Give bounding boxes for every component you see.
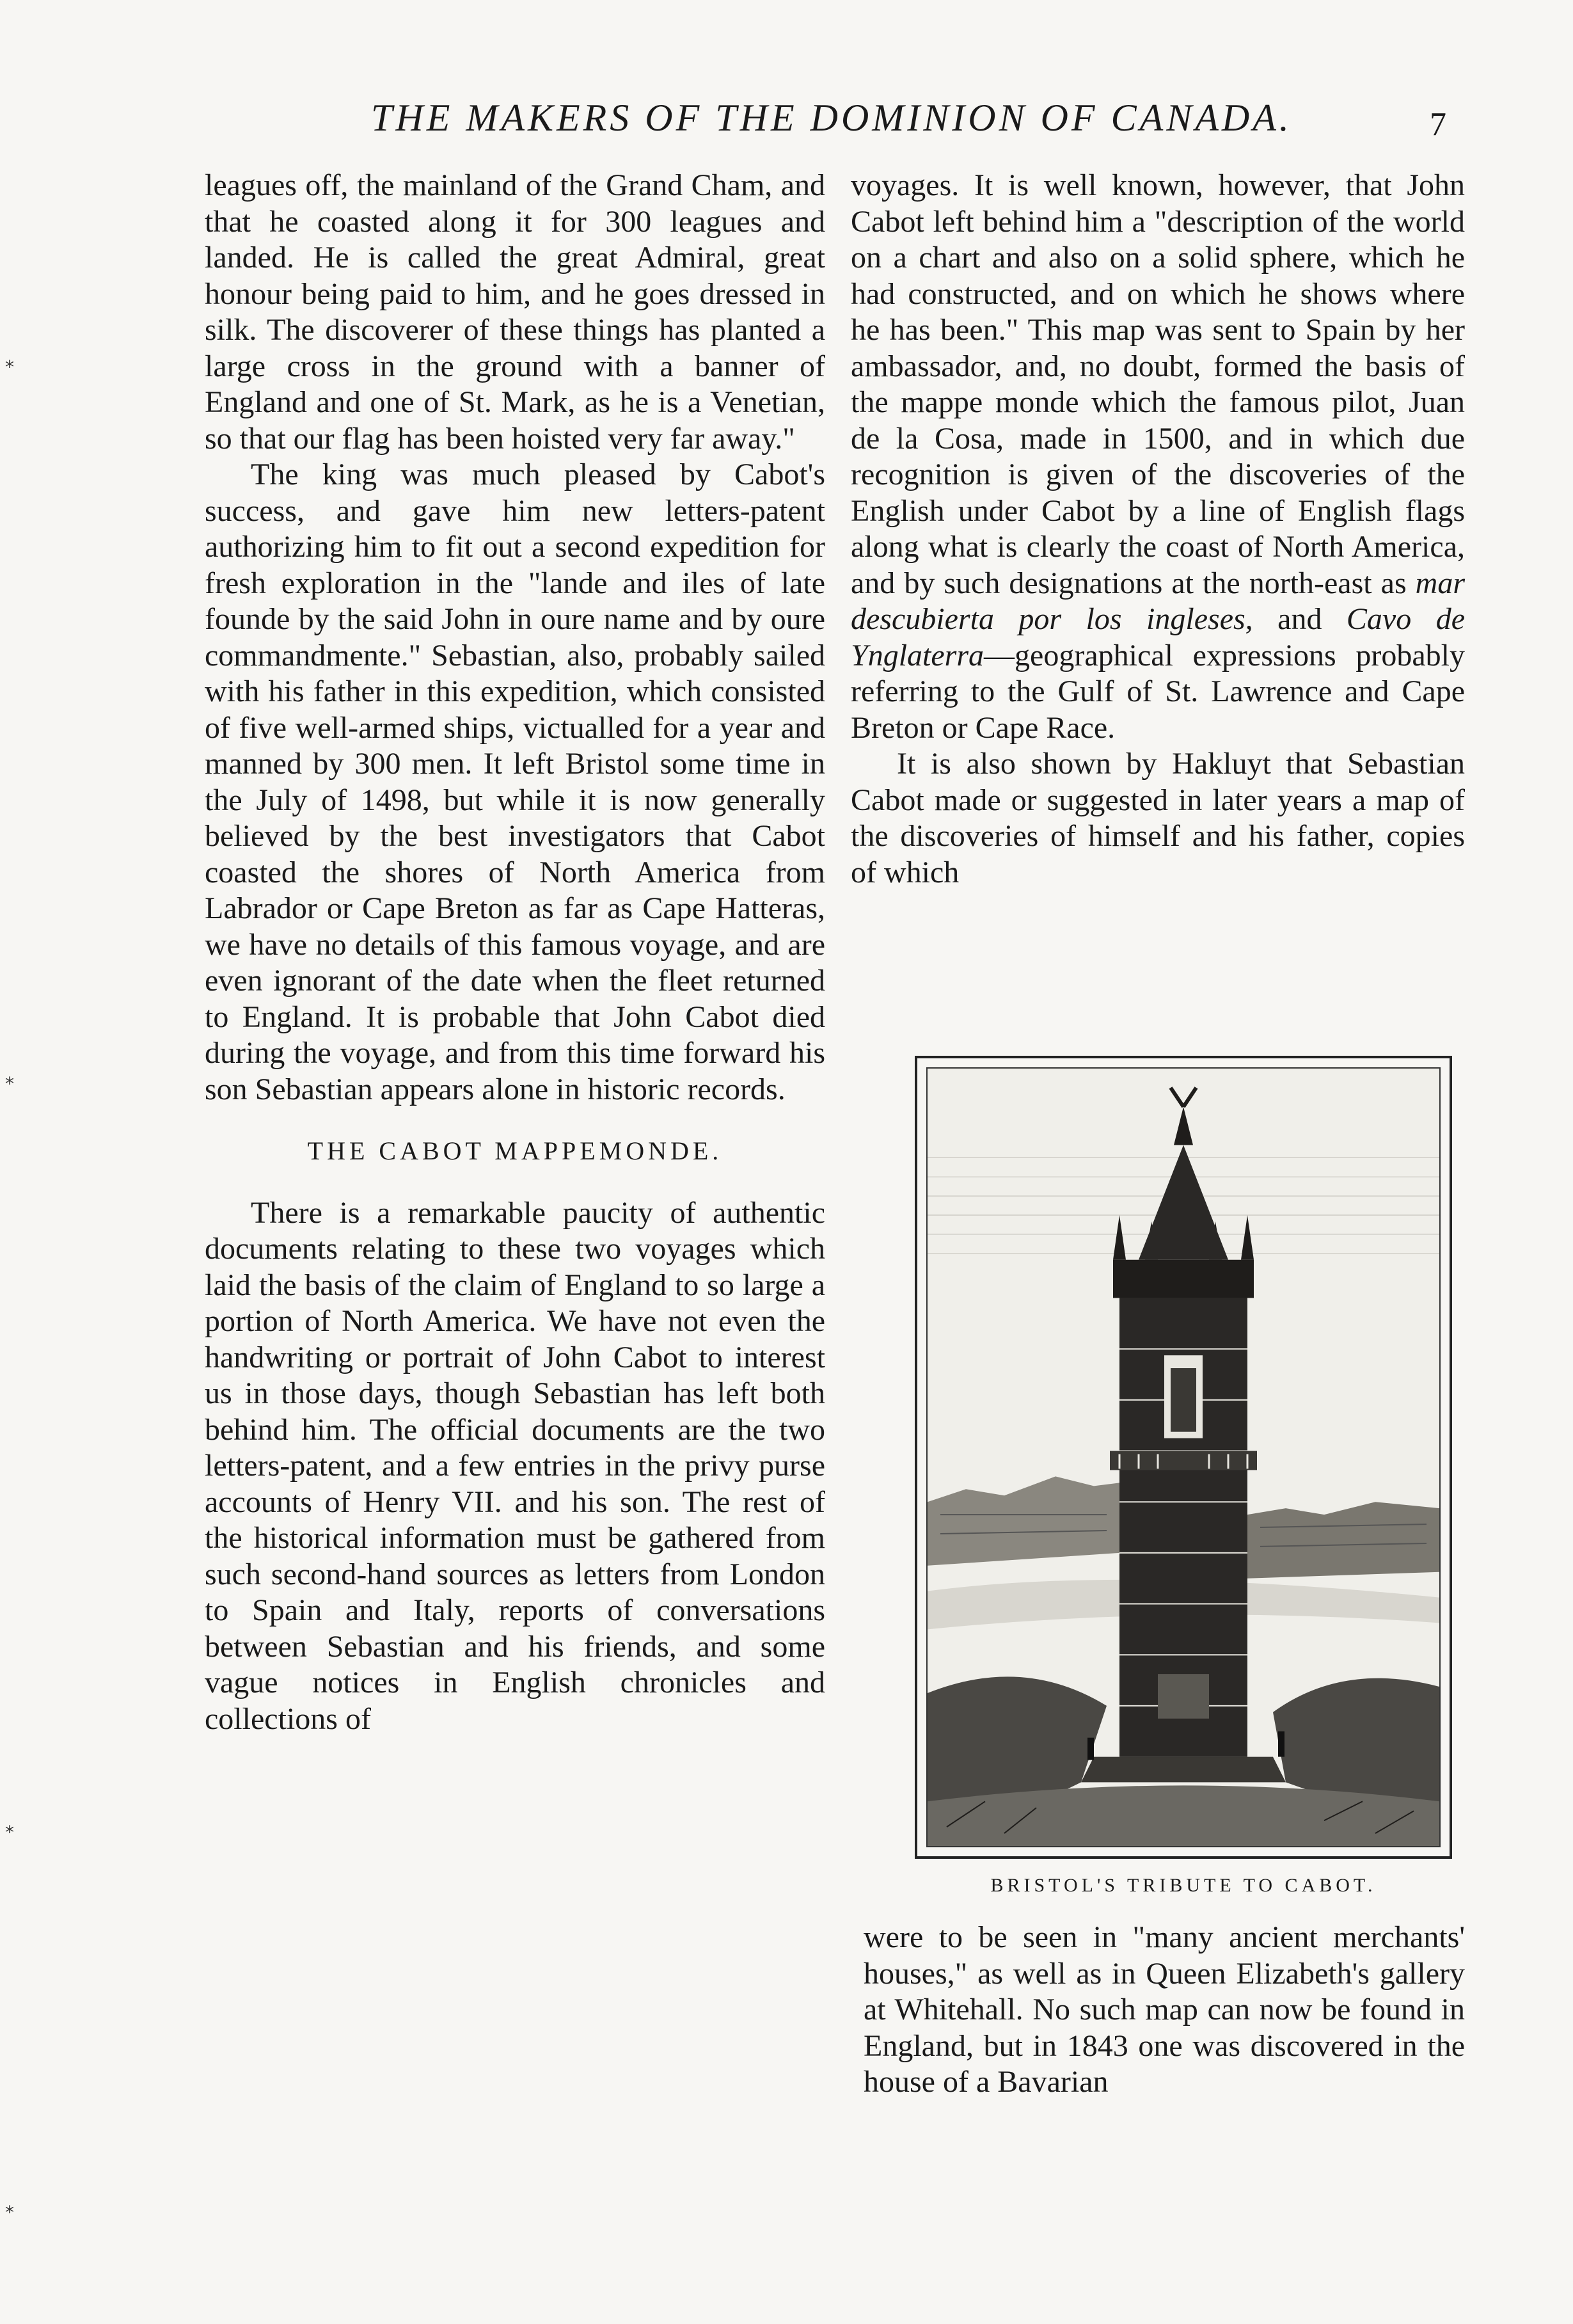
figure-illustration bbox=[915, 1056, 1452, 1859]
left-column bbox=[205, 168, 825, 1737]
text-run: and bbox=[1253, 602, 1347, 636]
paragraph: were to be seen in "many ancient merchants' houses," as well as in Queen Elizabeth's gallery at Whitehall. No such map can now be found in England, but in 1843 one was discovered in the house of a Bavarian bbox=[864, 1920, 1465, 2099]
margin-mark: ⁎ bbox=[5, 2196, 14, 2217]
paragraph: It is also shown by Hakluyt that Sebastian Cabot made or suggested in later years a map of the discoveries of himself and his father, copies of which bbox=[851, 747, 1465, 889]
right-column-continued bbox=[864, 1920, 1465, 2101]
paragraph bbox=[851, 168, 1465, 746]
paragraph: The king was much pleased by Cabot's success, and gave him new letters-patent authorizing him to fit out a second expedition for fresh exploration in the "lande and iles of late founde by the said John in oure name and by oure commandmente." Sebastian, also, probably sailed with his father in this expedition, which consisted of five well-armed ships, victualled for a year and manned by 300 men. It left Bristol some time in the July of 1498, but while it is now generally believed by the best investigators that Cabot coasted the shores of North America from Labrador or Cape Breton as far as Cape Hatteras, we have no details of this famous voyage, and are even ignorant of the date when the fleet returned to England. It is probable that John Cabot died during the voyage, and from this time forward his son Sebastian appears alone in historic records. bbox=[205, 458, 825, 1106]
text-run: —geographical expressions probably referring to the Gulf of St. Lawrence and Cape Breton or Cape Race. bbox=[851, 638, 1465, 745]
italic-phrase: mar descubierta por los ingleses, bbox=[851, 566, 1465, 636]
margin-mark: ⁎ bbox=[5, 1067, 14, 1088]
margin-mark: ⁎ bbox=[5, 351, 14, 372]
paragraph: leagues off, the mainland of the Grand Cham, and that he coasted along it for 300 leagues and landed. He is called the great Admiral, great honour being paid to him, and he goes dressed in silk. The discoverer of these things has planted a large cross in the ground with a banner of England and one of St. Mark, as he is a Venetian, so that our flag has been hoisted very far away." bbox=[205, 168, 825, 456]
section-title: THE CABOT MAPPEMONDE. bbox=[307, 1136, 723, 1165]
right-column bbox=[851, 168, 1465, 891]
italic-phrase: Cavo de Ynglaterra bbox=[851, 602, 1465, 673]
text-run: voyages. It is well known, however, that John Cabot left behind him a "description of the world on a chart and also on a solid sphere, which he had constructed, and on which he shows where he has been." This map was sent to Spain by her ambassador, and, no doubt, formed the basis of the mappe monde which the famous pilot, Juan de la Cosa, made in 1500, and in which due recognition is given of the discoveries of the English under Cabot by a line of English flags along what is clearly the coast of North America, and by such designations at the north-east as bbox=[851, 168, 1465, 600]
page-number: 7 bbox=[1430, 106, 1446, 143]
figure-caption: BRISTOL'S TRIBUTE TO CABOT. bbox=[990, 1875, 1377, 1896]
cabot-tower-drawing bbox=[928, 1069, 1439, 1846]
margin-mark: ⁎ bbox=[5, 1816, 14, 1837]
illustration-cabot-tower bbox=[926, 1067, 1441, 1847]
paragraph: There is a remarkable paucity of authentic documents relating to these two voyages which laid the basis of the claim of England to so large a portion of North America. We have not even the handwriting or portrait of John Cabot to interest us in those days, though Sebastian has left both behind him. The official documents are the two letters-patent, and a few entries in the privy purse accounts of Henry VII. and his son. The rest of the historical information must be gathered from such second-hand sources as letters from London to Spain and Italy, reports of conversations between Sebastian and his friends, and some vague notices in English chronicles and collections of bbox=[205, 1195, 825, 1736]
running-head: THE MAKERS OF THE DOMINION OF CANADA. bbox=[371, 97, 1292, 139]
